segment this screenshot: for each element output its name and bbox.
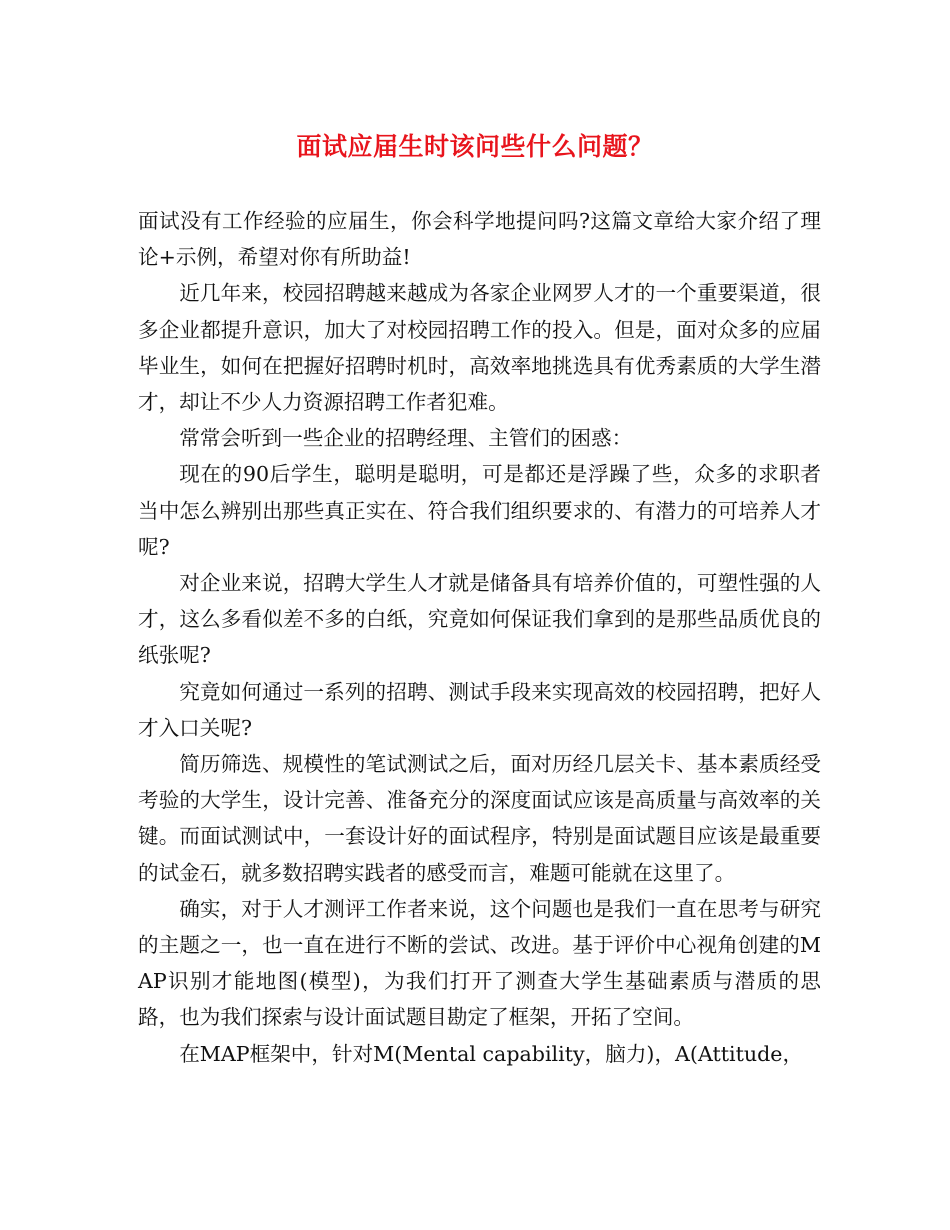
paragraph: 对企业来说，招聘大学生人才就是储备具有培养价值的，可塑性强的人才，这么多看似差不多的白纸，究竟如何保证我们拿到的是那些品质优良的纸张呢? <box>138 571 821 668</box>
document-title: 面试应届生时该问些什么问题？ <box>296 132 654 161</box>
paragraph: 究竟如何通过一系列的招聘、测试手段来实现高效的校园招聘，把好人才入口关呢? <box>138 679 821 740</box>
paragraph: 确实，对于人才测评工作者来说，这个问题也是我们一直在思考与研究的主题之一，也一直在进行不断的尝试、改进。基于评价中心视角创建的MAP识别才能地图(模型)，为我们打开了测查大学生基础素质与潜质的思路，也为我们探索与设计面试题目勘定了框架，开拓了空间。 <box>138 896 821 1030</box>
document-body <box>138 203 821 1072</box>
paragraph: 现在的90后学生，聪明是聪明，可是都还是浮躁了些，众多的求职者当中怎么辨别出那些真正实在、符合我们组织要求的、有潜力的可培养人才呢? <box>138 462 821 559</box>
paragraph: 近几年来，校园招聘越来越成为各家企业网罗人才的一个重要渠道，很多企业都提升意识，加大了对校园招聘工作的投入。但是，面对众多的应届毕业生，如何在把握好招聘时机时，高效率地挑选具有优秀素质的大学生潜才，却让不少人力资源招聘工作者犯难。 <box>138 281 821 415</box>
paragraph: 在MAP框架中，针对M(Mental capability，脑力)，A(Attitude， <box>179 1041 804 1066</box>
paragraph: 简历筛选、规模性的笔试测试之后，面对历经几层关卡、基本素质经受考验的大学生，设计完善、准备充分的深度面试应该是高质量与高效率的关键。而面试测试中，一套设计好的面试程序，特别是面试题目应该是最重要的试金石，就多数招聘实践者的感受而言，难题可能就在这里了。 <box>138 752 821 885</box>
paragraph: 常常会听到一些企业的招聘经理、主管们的困惑： <box>179 426 633 451</box>
paragraph-intro: 面试没有工作经验的应届生，你会科学地提问吗?这篇文章给大家介绍了理论+示例，希望对你有所助益! <box>138 209 821 270</box>
